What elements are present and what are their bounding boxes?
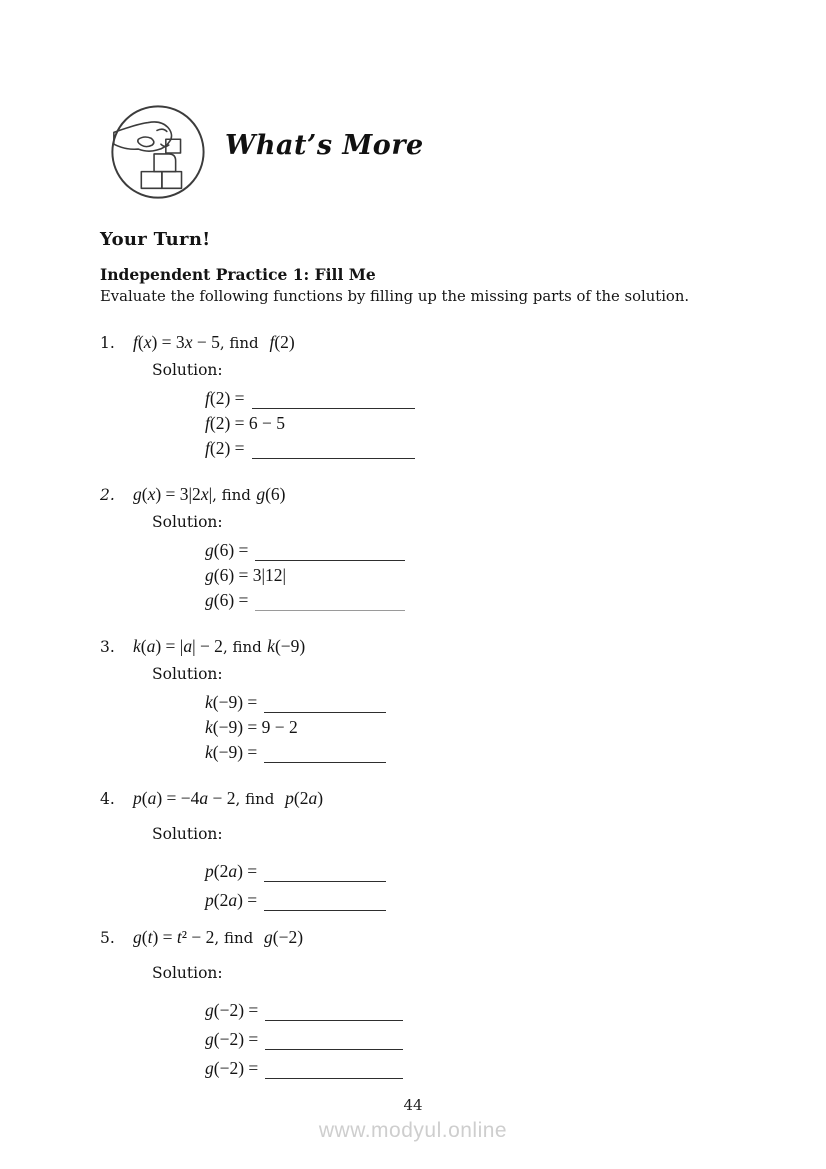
- blank-line: [264, 696, 386, 713]
- solution-step: k(−9) =: [205, 740, 740, 765]
- problem-number: 1.: [100, 334, 115, 352]
- solution-step: g(6) =: [205, 538, 740, 563]
- blank-line: [252, 392, 415, 409]
- problem-number: 3.: [100, 638, 115, 656]
- problem-function: f(x) = 3x − 5: [133, 332, 220, 352]
- blank-line: [265, 1062, 403, 1079]
- problem-header: [100, 925, 740, 950]
- find-target: g(6): [256, 484, 286, 504]
- problem-3: [100, 634, 740, 765]
- solution-label: Solution:: [152, 964, 223, 982]
- solution-steps: [205, 538, 740, 613]
- solution-label: Solution:: [152, 665, 223, 683]
- page-number: 44: [403, 1096, 423, 1114]
- blank-line: [264, 894, 386, 911]
- practice-title: Independent Practice 1: Fill Me: [100, 265, 376, 284]
- solution-label: Solution:: [152, 513, 223, 531]
- solution-step: p(2a) =: [205, 857, 740, 886]
- problem-header: [100, 482, 740, 507]
- solution-steps: [205, 996, 740, 1083]
- blank-line: [265, 1033, 403, 1050]
- instructions-text: Evaluate the following functions by filling up the missing parts of the solution.: [100, 288, 690, 305]
- your-turn-heading: Your Turn!: [100, 229, 211, 250]
- problem-header: [100, 634, 740, 659]
- solution-step: f(2) =: [205, 436, 740, 461]
- solution-step: g(−2) =: [205, 1054, 740, 1083]
- blank-line: [255, 594, 405, 611]
- find-label: , find: [212, 486, 251, 504]
- problem-function: g(t) = t² − 2: [133, 927, 215, 947]
- solution-steps: [205, 690, 740, 765]
- find-label: , find: [219, 334, 259, 352]
- worksheet-content: [100, 229, 740, 1104]
- blank-line: [264, 746, 386, 763]
- problem-header: [100, 330, 740, 355]
- find-target: g(−2): [264, 927, 304, 947]
- solution-steps: [205, 857, 740, 915]
- solution-step: f(2) =: [205, 386, 740, 411]
- find-label: , find: [214, 929, 254, 947]
- find-target: p(2a): [285, 788, 324, 808]
- problem-function: k(a) = |a| − 2: [133, 636, 223, 656]
- page-title: What’s More: [225, 130, 424, 161]
- blank-line: [264, 865, 386, 882]
- find-target: f(2): [269, 332, 295, 352]
- problem-number: 2.: [100, 486, 115, 504]
- find-label: , find: [222, 638, 262, 656]
- solution-step: k(−9) =: [205, 690, 740, 715]
- solution-step: g(−2) =: [205, 996, 740, 1025]
- blank-line: [252, 442, 415, 459]
- blank-line: [255, 544, 405, 561]
- solution-step: k(−9) = 9 − 2: [205, 717, 298, 737]
- solution-label: Solution:: [152, 825, 223, 843]
- solution-step: f(2) = 6 − 5: [205, 413, 286, 433]
- problem-5: [100, 925, 740, 1083]
- find-label: , find: [235, 790, 275, 808]
- problem-4: [100, 786, 740, 915]
- problem-2: [100, 482, 740, 613]
- solution-step: g(6) =: [205, 588, 740, 613]
- hand-stacking-blocks-icon: [106, 101, 208, 203]
- problem-function: g(x) = 3|2x|: [133, 484, 213, 504]
- blank-line: [265, 1004, 403, 1021]
- solution-step: g(6) = 3|12|: [205, 565, 287, 585]
- solution-label: Solution:: [152, 361, 223, 379]
- find-target: k(−9): [267, 636, 306, 656]
- problem-header: [100, 786, 740, 811]
- watermark-text: www.modyul.online: [318, 1119, 508, 1142]
- problem-number: 5.: [100, 929, 115, 947]
- solution-step: p(2a) =: [205, 886, 740, 915]
- problem-number: 4.: [100, 790, 115, 808]
- solution-step: g(−2) =: [205, 1025, 740, 1054]
- problem-function: p(a) = −4a − 2: [133, 788, 236, 808]
- solution-steps: [205, 386, 740, 461]
- problem-1: [100, 330, 740, 461]
